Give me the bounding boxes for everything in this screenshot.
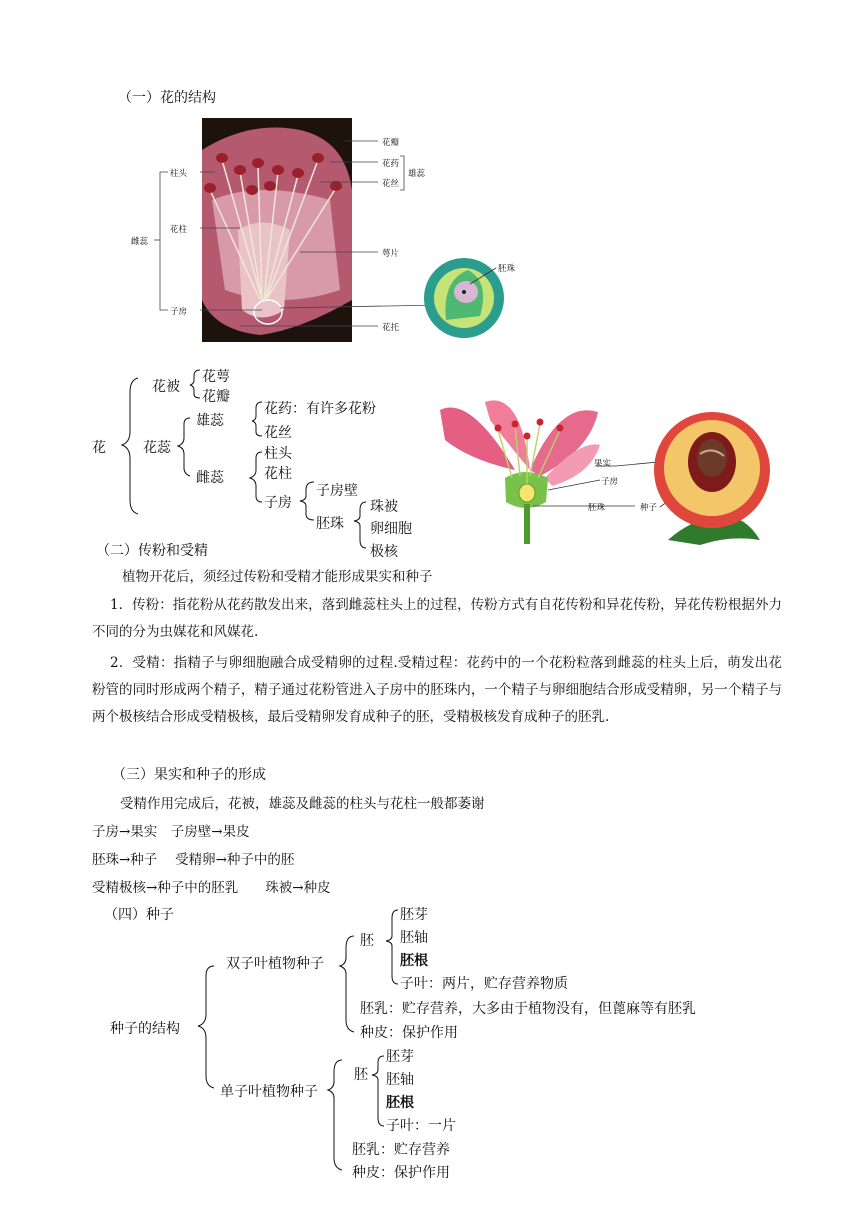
tree-flower-root: 花 xyxy=(92,440,106,456)
tree-integument: 珠被 xyxy=(370,499,398,515)
fruit-label-ovary: 子房 xyxy=(601,477,619,487)
fruit-label-seed: 种子 xyxy=(640,503,658,513)
seed-tree-monocot-hypocotyl: 胚轴 xyxy=(386,1072,414,1088)
fruit-formation-line-1: 子房→果实 子房壁→果皮 xyxy=(92,824,250,840)
pollination-paragraph-1: 1．传粉：指花粉从花药散发出来，落到雌蕊柱头上的过程，传粉方式有自花传粉和异花传粉，异花传粉根据外力不同的分为虫媒花和风媒花. xyxy=(92,597,782,640)
tree-egg-cell: 卵细胞 xyxy=(370,521,412,537)
label-filament: 花丝 xyxy=(382,179,400,189)
fruit-label-ovule: 胚珠 xyxy=(588,503,606,513)
seed-tree-monocot-cotyledon: 子叶：一片 xyxy=(386,1118,456,1134)
tree-petal: 花瓣 xyxy=(202,389,230,405)
tree-style: 花柱 xyxy=(264,466,292,482)
seed-tree-monocot-seed-coat: 种皮：保护作用 xyxy=(352,1165,450,1181)
seed-tree-dicot-cotyledon: 子叶：两片，贮存营养物质 xyxy=(400,976,568,992)
seed-tree-dicot-hypocotyl: 胚轴 xyxy=(400,930,428,946)
ovule-diagram xyxy=(424,258,504,338)
tree-calyx: 花萼 xyxy=(202,369,230,385)
seed-tree-monocot-endosperm: 胚乳：贮存营养 xyxy=(352,1142,450,1158)
tree-pistil: 雌蕊 xyxy=(196,470,224,486)
pollination-intro: 植物开花后，须经过传粉和受精才能形成果实和种子 xyxy=(122,569,433,585)
section-heading-flower-structure: （一）花的结构 xyxy=(118,90,216,106)
tree-stamens-pistils: 花蕊 xyxy=(143,440,171,456)
seed-tree-root: 种子的结构 xyxy=(110,1021,180,1037)
seed-tree-dicot-seed-coat: 种皮：保护作用 xyxy=(360,1025,458,1041)
label-ovule: 胚珠 xyxy=(498,264,516,274)
label-pistil: 雌蕊 xyxy=(131,237,149,247)
tree-ovule: 胚珠 xyxy=(316,516,344,532)
seed-tree-monocot-embryo: 胚 xyxy=(354,1067,368,1083)
label-stamen: 雄蕊 xyxy=(408,169,426,179)
section-heading-pollination: （二）传粉和受精 xyxy=(96,543,208,559)
tree-ovary: 子房 xyxy=(264,495,292,511)
label-style: 花柱 xyxy=(170,225,188,235)
tree-anther: 花药：有许多花粉 xyxy=(264,401,376,417)
fertilization-paragraph: 2．受精：指精子与卵细胞融合成受精卵的过程.受精过程：花药中的一个花粉粒落到雌蕊的柱头上后，萌发出花粉管的同时形成两个精子，精子通过花粉管进入子房中的胚珠内，一个精子与卵细胞结合形成受精卵，另一个精子与两个极核结合形成受精极核，最后受精卵发育成种子的胚，受精极核发育成种子的胚乳. xyxy=(92,655,782,725)
flower-photo xyxy=(202,118,352,342)
tree-polar-nuclei: 极核 xyxy=(370,544,398,560)
tree-ovary-wall: 子房壁 xyxy=(316,483,358,499)
label-stigma: 柱头 xyxy=(170,169,188,179)
tree-stigma: 柱头 xyxy=(264,446,292,462)
label-sepal: 萼片 xyxy=(382,249,400,259)
label-petal: 花瓣 xyxy=(382,138,400,148)
seed-tree-dicot: 双子叶植物种子 xyxy=(226,956,324,972)
section-heading-seed: （四）种子 xyxy=(104,907,174,923)
seed-tree-monocot-plumule: 胚芽 xyxy=(386,1049,414,1065)
fruit-formation-line-2: 胚珠→种子 受精卵→种子中的胚 xyxy=(92,852,295,868)
seed-tree-monocot: 单子叶植物种子 xyxy=(220,1084,318,1100)
seed-tree-dicot-embryo: 胚 xyxy=(360,933,374,949)
seed-tree-monocot-radicle: 胚根 xyxy=(386,1095,414,1111)
label-anther: 花药 xyxy=(382,159,400,169)
section-heading-fruit-formation: （三）果实和种子的形成 xyxy=(112,767,266,783)
seed-tree-dicot-endosperm: 胚乳：贮存营养，大多由于植物没有，但蓖麻等有胚乳 xyxy=(360,1001,696,1017)
seed-tree-dicot-plumule: 胚芽 xyxy=(400,907,428,923)
tree-filament: 花丝 xyxy=(264,425,292,441)
label-ovary: 子房 xyxy=(170,307,188,317)
fruit-formation-line-3: 受精极核→种子中的胚乳 珠被→种皮 xyxy=(92,880,331,896)
label-receptacle: 花托 xyxy=(382,323,400,333)
peach-fruit-diagram xyxy=(654,412,770,545)
tree-stamen: 雄蕊 xyxy=(196,413,224,429)
seed-tree-dicot-radicle: 胚根 xyxy=(400,953,428,969)
tree-perianth: 花被 xyxy=(152,379,180,395)
fruit-formation-intro: 受精作用完成后，花被，雄蕊及雌蕊的柱头与花柱一般都萎谢 xyxy=(120,796,485,812)
fruit-label-fruit: 果实 xyxy=(594,459,612,469)
